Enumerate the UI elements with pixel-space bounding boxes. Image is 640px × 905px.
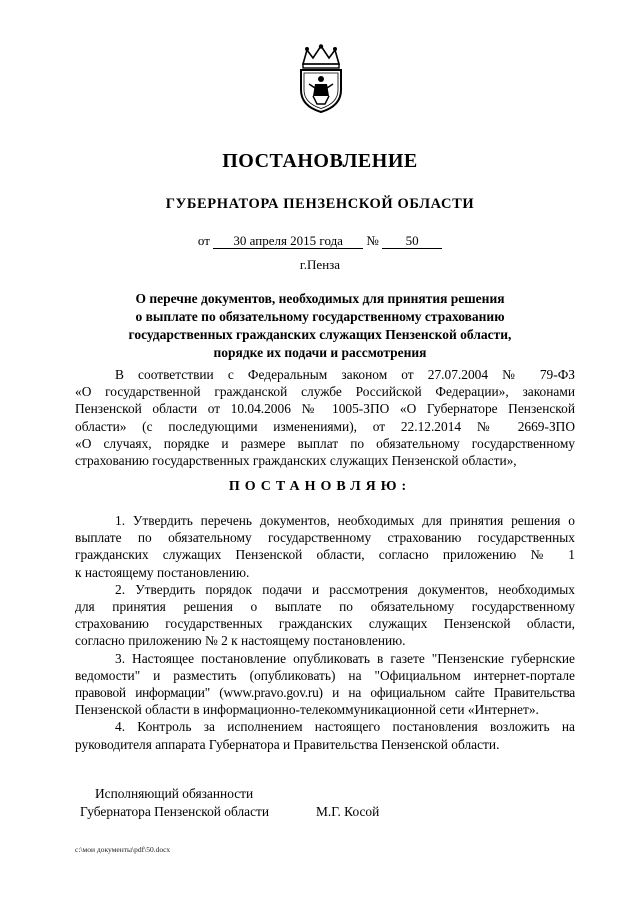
signatory-position-line2: Губернатора Пензенской области [80, 804, 270, 819]
document-heading [80, 290, 560, 362]
coat-of-arms-icon [293, 44, 349, 114]
date-number-line [0, 233, 640, 249]
date-prefix: от [197, 233, 210, 248]
preamble-line: Пензенской области от 10.04.2006 № 1005-ЗПО «О Губернаторе Пензенской [75, 401, 575, 417]
document-title: ПОСТАНОВЛЕНИЕ [222, 150, 418, 172]
number-prefix: № [366, 233, 379, 248]
item-3-line: правовой информации" (www.pravo.gov.ru) и на официальном сайте Правительства [75, 685, 575, 701]
decree-word: ПОСТАНОВЛЯЮ: [228, 479, 412, 494]
preamble-line: страхованию государственных гражданских служащих Пензенской области», [75, 453, 517, 469]
heading-line: государственных гражданских служащих Пензенской области, [128, 327, 512, 342]
heading-line: О перечне документов, необходимых для принятия решения [135, 291, 505, 306]
decree-items [75, 512, 575, 753]
document-subtitle: ГУБЕРНАТОРА ПЕНЗЕНСКОЙ ОБЛАСТИ [165, 196, 475, 212]
preamble-line: «О государственной гражданской службе Российской Федерации», законами [75, 384, 575, 400]
document-number: 50 [382, 234, 442, 249]
document-date: 30 апреля 2015 года [213, 234, 363, 249]
heading-line: порядке их подачи и рассмотрения [213, 345, 427, 360]
preamble-line: «О случаях, порядке и размере выплат по обязательному государственному [75, 435, 575, 451]
item-4-line: руководителя аппарата Губернатора и Правительства Пензенской области. [75, 736, 500, 752]
heading-line: о выплате по обязательному государственному страхованию [135, 309, 505, 324]
item-2-line: согласно приложению № 2 к настоящему постановлению. [75, 633, 406, 649]
file-path-footer: c:\мои документы\pdf\50.docx [75, 845, 171, 854]
item-2-line: для принятия решения о выплате по обязательному государственному [75, 599, 575, 615]
preamble-line: области» (с последующими изменениями), от 22.12.2014 № 2669-ЗПО [75, 418, 575, 434]
item-3-line: Пензенской области в информационно-телекоммуникационной сети «Интернет». [75, 702, 539, 718]
item-3-line: ведомости" и разместить (опубликовать) на "Официальном интернет-портале [75, 667, 575, 683]
item-2-line: страхованию государственных гражданских служащих Пензенской области, [75, 616, 575, 632]
item-1-line: к настоящему постановлению. [75, 564, 250, 580]
item-4-line: 4. Контроль за исполнением настоящего постановления возложить на [115, 719, 575, 735]
item-3-line: 3. Настоящее постановление опубликовать в газете "Пензенские губернские [115, 650, 575, 666]
signatory-name: М.Г. Косой [316, 804, 380, 819]
item-2-line: 2. Утвердить порядок подачи и рассмотрения документов, необходимых [115, 581, 575, 597]
document-city: г.Пенза [299, 257, 341, 272]
preamble-paragraph [75, 366, 575, 469]
item-1-line: гражданских служащих Пензенской области, согласно приложению № 1 [75, 547, 575, 563]
item-1-line: 1. Утвердить перечень документов, необходимых для принятия решения о [115, 513, 575, 528]
item-1-line: выплате по обязательному государственному страхованию государственных [75, 530, 575, 546]
preamble-line: В соответствии с Федеральным законом от 27.07.2004 № 79-ФЗ [115, 367, 575, 382]
signatory-position-line1: Исполняющий обязанности [95, 786, 254, 801]
